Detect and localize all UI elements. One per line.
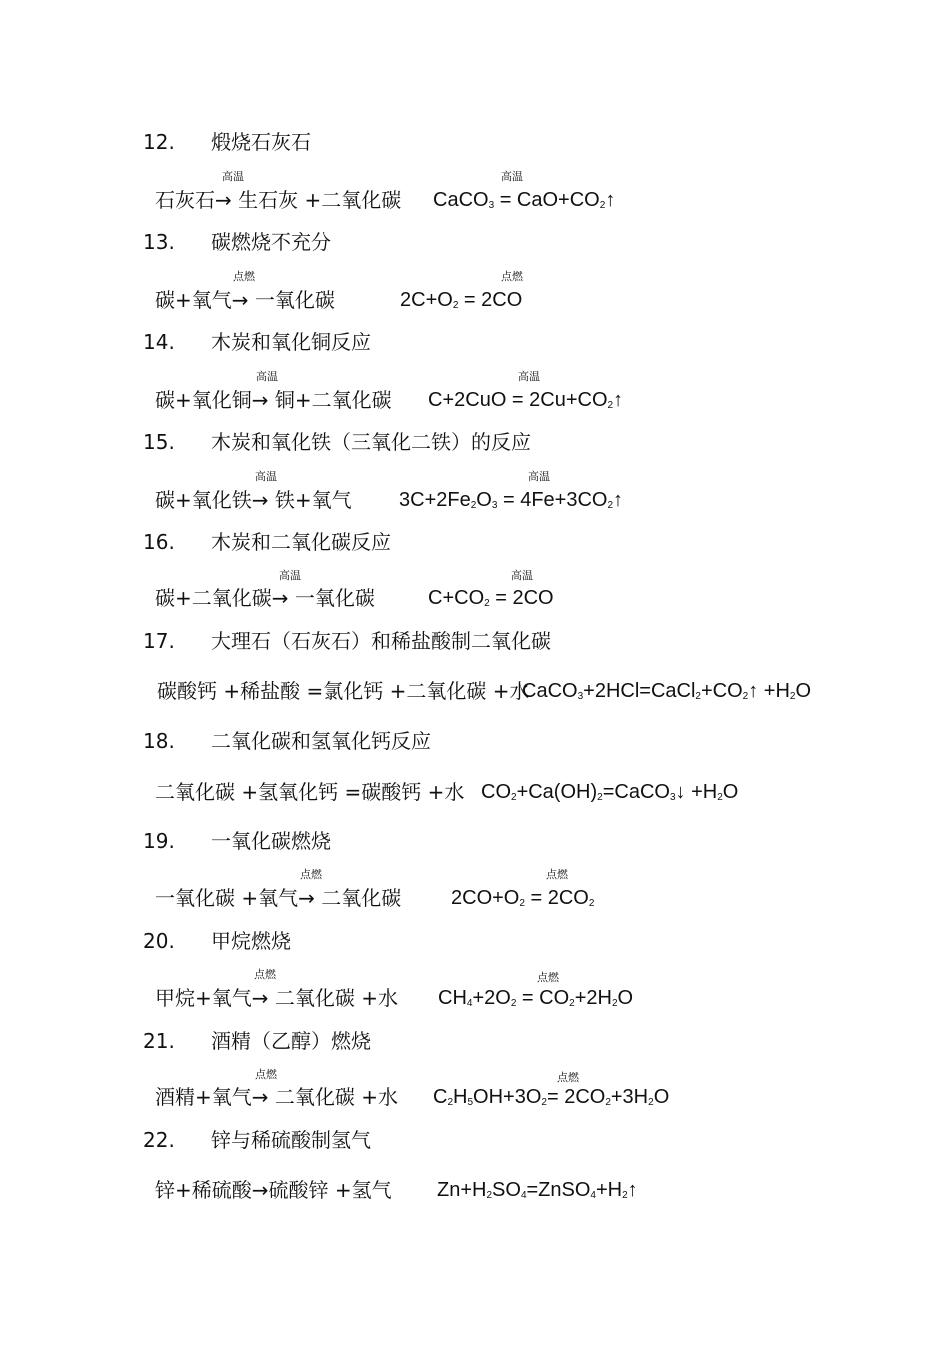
word-condition: 点燃 — [255, 1068, 277, 1081]
word-condition: 高温 — [255, 470, 277, 483]
equation-text: CaCO — [433, 189, 489, 211]
subscript: 2 — [452, 300, 459, 311]
subscript: 2 — [622, 1190, 628, 1201]
equation-condition: 点燃 — [537, 971, 559, 984]
subscript: 4 — [590, 1190, 596, 1201]
equation-text: = 2CO — [489, 587, 554, 609]
reaction-heading — [143, 729, 431, 753]
subscript: 2 — [611, 998, 618, 1009]
equation-text: +2O — [472, 987, 511, 1009]
subscript: 2 — [588, 898, 595, 909]
word-equation: 碳+二氧化碳→ 一氧化碳 — [155, 586, 375, 610]
equation-text: +H — [595, 1179, 623, 1201]
word-equation: 锌+稀硫酸→硫酸锌 +氢气 — [155, 1178, 392, 1202]
equation-text: CO — [481, 781, 511, 803]
reaction-title: 碳燃烧不充分 — [211, 230, 331, 254]
subscript: 3 — [577, 691, 584, 702]
equation-text: = 2CO — [546, 1086, 606, 1108]
word-equation: 石灰石→ 生石灰 +二氧化碳 — [155, 188, 402, 212]
reaction-heading — [143, 1029, 371, 1053]
equation-text: ↑ — [613, 489, 624, 511]
reaction-title: 煅烧石灰石 — [211, 130, 311, 154]
reaction-heading — [143, 130, 311, 154]
subscript: 2 — [447, 1097, 454, 1108]
subscript: 2 — [605, 1097, 611, 1108]
subscript: 2 — [789, 691, 796, 702]
chemical-equation — [433, 188, 615, 218]
equation-text: 2CO+O — [451, 887, 520, 909]
subscript: 2 — [695, 691, 701, 702]
reaction-heading — [143, 929, 291, 953]
equation-text: O — [617, 987, 634, 1009]
equation-text: =CaCO — [602, 781, 670, 803]
reaction-title: 木炭和氧化铁（三氧化二铁）的反应 — [211, 430, 531, 454]
word-equation: 酒精+氧气→ 二氧化碳 +水 — [155, 1085, 398, 1109]
reaction-number: 18. — [143, 729, 175, 753]
subscript: 2 — [717, 792, 723, 803]
equation-text: ↑ — [613, 389, 624, 411]
reaction-title: 甲烷燃烧 — [211, 929, 291, 953]
word-condition: 高温 — [256, 370, 278, 383]
equation-text: O — [653, 1086, 670, 1108]
chemical-equation — [428, 388, 623, 418]
equation-text: =ZnSO — [526, 1179, 591, 1201]
equation-text: CH — [438, 987, 467, 1009]
subscript: 2 — [607, 400, 614, 411]
subscript: 2 — [597, 792, 603, 803]
subscript: 4 — [520, 1190, 527, 1201]
subscript: 2 — [519, 898, 525, 909]
word-equation: 一氧化碳 +氧气→ 二氧化碳 — [155, 886, 402, 910]
reaction-number: 14. — [143, 330, 175, 354]
chemical-equation — [451, 886, 594, 916]
subscript: 2 — [484, 598, 490, 609]
word-equation: 碳酸钙 +稀盐酸 =氯化钙 +二氧化碳 +水 — [157, 679, 530, 703]
subscript: 3 — [488, 200, 495, 211]
reaction-heading — [143, 430, 531, 454]
equation-text: = CO — [516, 987, 570, 1009]
reaction-heading — [143, 829, 331, 853]
reaction-number: 22. — [143, 1128, 175, 1152]
equation-text: = CaO+CO — [494, 189, 600, 211]
word-condition: 点燃 — [254, 968, 276, 981]
subscript: 2 — [511, 792, 517, 803]
chemical-equation — [433, 1085, 669, 1115]
reaction-title: 大理石（石灰石）和稀盐酸制二氧化碳 — [211, 629, 551, 653]
word-equation: 碳+氧气→ 一氧化碳 — [155, 288, 335, 312]
equation-text: +Ca(OH) — [516, 781, 598, 803]
reaction-heading — [143, 330, 371, 354]
reaction-heading — [143, 629, 551, 653]
equation-text: H — [453, 1086, 468, 1108]
equation-text: C — [433, 1086, 448, 1108]
subscript: 2 — [486, 1190, 493, 1201]
subscript: 2 — [648, 1097, 654, 1108]
equation-text: +2HCl=CaCl — [583, 680, 696, 702]
equation-text: C+CO — [428, 587, 485, 609]
equation-text: O — [722, 781, 739, 803]
equation-text: ↑ — [605, 189, 616, 211]
equation-text: ↑ — [627, 1179, 638, 1201]
subscript: 2 — [541, 1097, 547, 1108]
reaction-title: 一氧化碳燃烧 — [211, 829, 331, 853]
subscript: 3 — [669, 792, 676, 803]
reaction-title: 锌与稀硫酸制氢气 — [211, 1128, 371, 1152]
chemical-equation — [522, 679, 811, 709]
subscript: 2 — [510, 998, 517, 1009]
equation-condition: 高温 — [511, 569, 533, 582]
chemical-equation — [400, 288, 522, 318]
word-condition: 点燃 — [300, 868, 322, 881]
equation-text: = 2CO — [524, 887, 589, 909]
subscript: 5 — [467, 1097, 474, 1108]
reaction-title: 木炭和氧化铜反应 — [211, 330, 371, 354]
equation-text: ↑ +H — [748, 680, 790, 702]
equation-text: 2C+O — [400, 289, 453, 311]
equation-text: O — [476, 489, 492, 511]
reaction-number: 20. — [143, 929, 175, 953]
reaction-title: 二氧化碳和氢氧化钙反应 — [211, 729, 431, 753]
equation-text: 3C+2Fe — [399, 489, 471, 511]
word-equation: 甲烷+氧气→ 二氧化碳 +水 — [155, 986, 398, 1010]
equation-condition: 高温 — [528, 470, 550, 483]
chemical-equation — [428, 586, 554, 616]
word-equation: 碳+氧化铜→ 铜+二氧化碳 — [155, 388, 392, 412]
equation-text: C+2CuO = 2Cu+CO — [428, 389, 608, 411]
subscript: 3 — [491, 500, 498, 511]
equation-text: +2H — [574, 987, 612, 1009]
chemical-equation — [437, 1178, 638, 1208]
subscript: 2 — [607, 500, 614, 511]
reaction-number: 13. — [143, 230, 175, 254]
equation-condition: 点燃 — [546, 868, 568, 881]
chemical-equation — [438, 986, 633, 1016]
equation-text: = 4Fe+3CO — [497, 489, 608, 511]
equation-text: O — [795, 680, 812, 702]
equation-text: = 2CO — [458, 289, 523, 311]
equation-text: Zn+H — [437, 1179, 487, 1201]
reaction-title: 木炭和二氧化碳反应 — [211, 530, 391, 554]
chemical-equation — [481, 780, 738, 810]
equation-text: ↓ +H — [675, 781, 718, 803]
word-equation: 碳+氧化铁→ 铁+氧气 — [155, 488, 352, 512]
subscript: 2 — [470, 500, 477, 511]
equation-condition: 高温 — [501, 170, 523, 183]
reaction-heading — [143, 230, 331, 254]
equation-text: +CO — [700, 680, 743, 702]
reaction-number: 19. — [143, 829, 175, 853]
subscript: 2 — [599, 200, 606, 211]
word-condition: 高温 — [222, 170, 244, 183]
word-condition: 高温 — [279, 569, 301, 582]
reaction-number: 16. — [143, 530, 175, 554]
equation-condition: 点燃 — [501, 270, 523, 283]
equation-text: OH+3O — [473, 1086, 542, 1108]
reaction-number: 12. — [143, 130, 175, 154]
equation-condition: 高温 — [518, 370, 540, 383]
equation-text: +3H — [610, 1086, 649, 1108]
subscript: 4 — [466, 998, 473, 1009]
equation-text: SO — [492, 1179, 521, 1201]
reaction-heading — [143, 530, 391, 554]
reaction-number: 17. — [143, 629, 175, 653]
word-condition: 点燃 — [233, 270, 255, 283]
reaction-number: 21. — [143, 1029, 175, 1053]
reaction-number: 15. — [143, 430, 175, 454]
reaction-title: 酒精（乙醇）燃烧 — [211, 1029, 371, 1053]
reaction-heading — [143, 1128, 371, 1152]
word-equation: 二氧化碳 +氢氧化钙 =碳酸钙 +水 — [155, 780, 465, 804]
subscript: 2 — [569, 998, 575, 1009]
chemical-equation — [399, 488, 623, 518]
equation-condition: 点燃 — [557, 1071, 579, 1084]
subscript: 2 — [742, 691, 749, 702]
equation-text: CaCO — [522, 680, 578, 702]
